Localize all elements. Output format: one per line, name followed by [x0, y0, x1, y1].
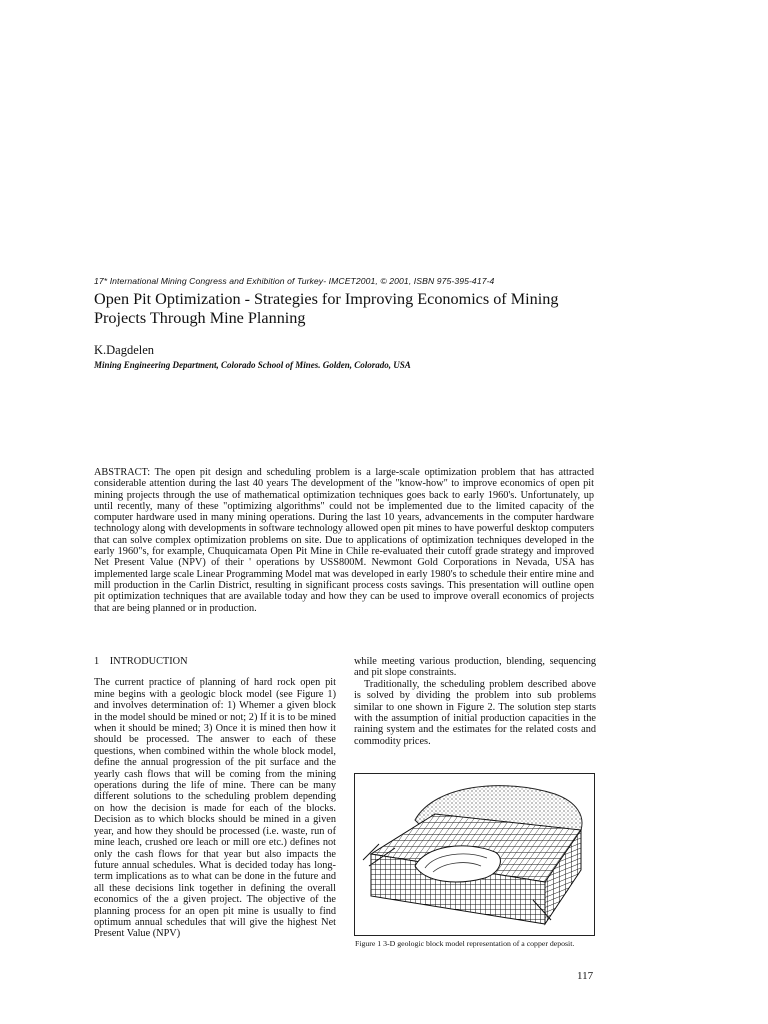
right-column: [354, 656, 596, 747]
figure-1-block-model: [354, 773, 595, 936]
author-name: K.Dagdelen: [94, 343, 155, 357]
paper-title: Open Pit Optimization - Strategies for Improving Economics of Mining Projects Through Mine Planning: [94, 290, 559, 327]
abstract-paragraph: ABSTRACT: The open pit design and scheduling problem is a large-scale optimization problem that has attracted considerable attention during the last 40 years The development of the "know-how" to improve economics of open pit mining projects through the use of mathematical optimization techniques goes back to early 1960's. Unfortunately, up until recently, many of these "optimizing algorithms" could not be implemented due to the limited capacity of the computer hardware used in many mining operations. During the last 10 years, advancements in the computer hardware technology along with developments in software technology allowed open pit mines to have powerful desktop computers that can solve complex optimization problems on site. Due to applications of optimization techniques developed in the early 1960"s, for example, Chuquicamata Open Pit Mine in Chile re-evaluated their cutoff grade strategy and improved Net Present Value (NPV) of their ' operations by USS800M. Newmont Gold Corporations in Nevada, USA has implemented large scale Linear Programming Model mat was developed in early 1980's to schedule their entire mine and mill production in the Carlin District, resulting in significant process costs savings. This presentation will outline open pit optimization techniques that are available today and how they can be used to improve overall economics of projects that are being planned or in production.: [94, 467, 594, 614]
figure-caption: Figure 1 3-D geologic block model representation of a copper deposit.: [355, 939, 575, 948]
conference-header: 17* International Mining Congress and Exhibition of Turkey- IMCET2001, © 2001, ISBN 975-395-417-4: [94, 276, 495, 286]
block-model-illustration: [355, 774, 593, 934]
introduction-continuation: while meeting various production, blending, sequencing and pit slope constraints.: [354, 656, 596, 679]
section-number: 1: [94, 656, 100, 667]
scheduling-paragraph: Traditionally, the scheduling problem described above is solved by dividing the problem into sub problems similar to one shown in Figure 2. The solution step starts with the assumption of initial production capacities in the raining system and the estimates for the related costs and commodity prices.: [354, 678, 596, 747]
introduction-paragraph: The current practice of planning of hard rock open pit mine begins with a geologic block model (see Figure 1) and involves determination of: 1) Whemer a given block in the model should be mined or not; 2) If it is to be mined when it should be mined; 3) Once it is mined then how it should be processed. The answer to each of these questions, when combined within the whole block model, define the annual progression of the pit surface and the yearly cash flows that will be coming from the mining operations during the life of mine. There can be many different solutions to the scheduling problem depending on how the decision is made for each of the blocks. Decision as to which blocks should be mined in a given year, and how they should be processed (i.e. waste, run of mine leach, crushed ore leach or mill ore etc.) defines not only the cash flows for that year but also impacts the future annual schedules. What is decided today has long-term implications as to what can be done in the future and all these decisions link together in defining the overall economics of the a given project. The objective of the planning process for an open pit mine is usually to find optimum annual schedules that will give the highest Net Present Value (NPV): [94, 677, 336, 940]
left-column: [94, 656, 336, 940]
page-number: 117: [577, 970, 594, 982]
section-heading: [94, 656, 336, 667]
section-title: INTRODUCTION: [109, 656, 188, 667]
author-affiliation: Mining Engineering Department, Colorado School of Mines. Golden, Colorado, USA: [94, 360, 411, 370]
